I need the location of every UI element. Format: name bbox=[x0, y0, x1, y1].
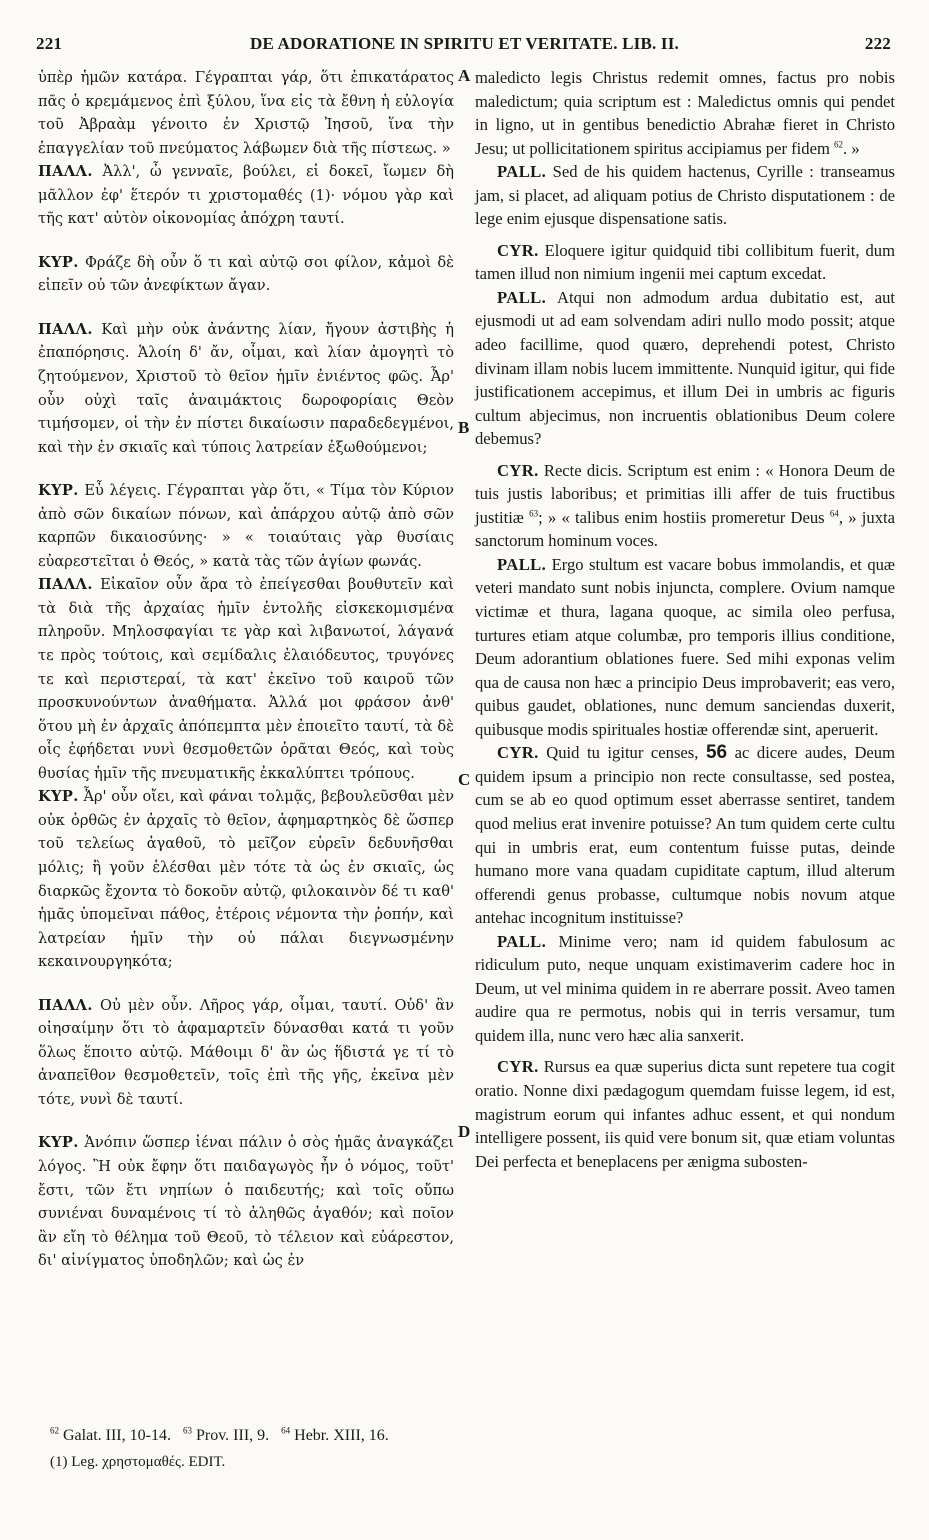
footnote-text: Hebr. XIII, 16. bbox=[294, 1427, 389, 1444]
column-number: 56 bbox=[705, 742, 728, 764]
page-number-left: 221 bbox=[36, 34, 63, 53]
speaker-label: CYR. bbox=[497, 1057, 539, 1077]
greek-paragraph-6: ΠΑΛΛ. Εἰκαῖον οὖν ἄρα τὸ ἐπείγεσθαι βουθυτεῖν καὶ τὰ διὰ τῆς ἀρχαίας ἡμῖν ἐντολῆς εἰσκεκομισμένα πληροῦν. Μηλοσφαγίαι τε γὰρ καὶ λιβανωτοί, λάγανά τε πρὸς τούτοις, καὶ σεμίδαλις ἐλαιόδευτος, τρυγόνες τε καὶ περιστεραί, τὰ κατ' ἐκεῖνο τοῦ καιροῦ τῶν προσκυνούντων ἀναθήματα. Ἀλλά μοι φράσον ἀνθ' ὅτου μὴ ἐν ἀρχαῖς ἀπόπεμπτα μὲν ἐποιεῖτο ταυτί, τὰ δὲ οἷς ἐφήδεται νυνὶ θεσμοθετῶν ὁρᾶται Θεός, καὶ τοὺς θυσίας ἡμῖν τῆς πνευματικῆς ἐκκαλύπτει τρόπους. bbox=[38, 576, 454, 782]
speaker-label: PALL. bbox=[497, 554, 547, 574]
footnote-text: Leg. χρηστομαθές. bbox=[71, 1454, 185, 1470]
speaker-label: PALL. bbox=[497, 162, 547, 182]
margin-marker-d: D bbox=[458, 1122, 471, 1141]
latin-paragraph-5: CYR. Recte dicis. Scriptum est enim : « Honora Deum de tuis justis laboribus; et primitias illi affer de tuis fructibus justitiæ $^{63}$; » « talibus enim hostiis promeretur Deus $^{64}$, » juxta sanctorum hominum voces. bbox=[475, 460, 895, 551]
latin-paragraph-8: PALL. Minime vero; nam id quidem fabulosum ac ridiculum puto, neque unquam existimaverim cadere hoc in Deum, ut vel minima quidem in re aberrare possit. Aveo tamen audire qua re permotus, nobis qui in terris versamur, tum quidem illa, nunc vero hæc alia sanxerit. bbox=[475, 931, 895, 1045]
speaker-label: ΚΥΡ. bbox=[38, 253, 79, 271]
latin-paragraph-2: PALL. Sed de his quidem hactenus, Cyrille : transeamus jam, si placet, ad aliquam potius de Christo disputationem : de lege enim ejusque dispensatione satis. bbox=[475, 162, 895, 229]
latin-paragraph-3: CYR. Eloquere igitur quidquid tibi collibitum fuerit, dum tamen illud non nimium ingenii mei captum excedat. bbox=[475, 240, 895, 284]
latin-paragraph-4: PALL. Atqui non admodum ardua dubitatio est, aut ejusmodi ut ad eam solvendam adiri nullo modo possit; atque adeo facillime, quod quæro, deprehendi potest, Christo divinam illam nobis lucem immittente. Nunquid igitur, qui fide justificationem accepimus, et illum Dei in umbris ac figuris cultum abjecimus, non incruentis oblationibus Deum colere debemus? bbox=[475, 287, 895, 449]
greek-paragraph-4: ΠΑΛΛ. Καὶ μὴν οὐκ ἀνάντης λίαν, ἤγουν ἀστιβὴς ἡ ἐπαπόρησις. Ἁλοίη δ' ἄν, οἶμαι, καὶ λίαν ἀμογητὶ τὸ ζητούμενον, Χριστοῦ τὸ θεῖον ἡμῖν ἐνιέντος φῶς. Ἆρ' οὖν οὐχὶ ταῖς ἀναιμάκτοις δωροφορίαις Θεὸν τιμήσομεν, οἱ τὴν ἐν πίστει δικαίωσιν παραδεδεγμένοι, καὶ τὴν ἐν σκιαῖς καὶ τύποις λατρείαν ἐξωθούμενοι; bbox=[38, 320, 454, 456]
speaker-label: CYR. bbox=[497, 240, 539, 260]
footnote-ref: 62 bbox=[834, 139, 844, 150]
greek-paragraph-1: ὑπὲρ ἡμῶν κατάρα. Γέγραπται γάρ, ὅτι ἐπικατάρατος πᾶς ὁ κρεμάμενος ἐπὶ ξύλου, ἵνα εἰς τὰ ἔθνη ἡ εὐλογία τοῦ Ἀβραὰμ γένοιτο ἐν Χριστῷ Ἰησοῦ, ἵνα τὴν ἐπαγγελίαν τοῦ πνεύματος λάβωμεν διὰ τῆς πίστεως. » bbox=[38, 69, 454, 157]
footnote-number: 63 bbox=[182, 1425, 192, 1436]
footnote-ref: 64 bbox=[829, 508, 839, 519]
footnote-editor: EDIT. bbox=[188, 1454, 226, 1470]
speaker-label: CYR. bbox=[497, 743, 539, 763]
speaker-label: ΠΑΛΛ. bbox=[38, 576, 93, 594]
speaker-label: ΚΥΡ. bbox=[38, 1134, 79, 1152]
margin-marker-c: C bbox=[458, 770, 471, 789]
footnote-line-2 bbox=[50, 1449, 610, 1475]
latin-paragraph-7: CYR. Quid tu igitur censes, 56 ac dicere audes, Deum quidem ipsum a principio non recte consultasse, sed postea, cum se ab eo quod optimum esset aberrasse sentiret, tandem quod melius erat invenire potuisse? An tum quidem certe cultu qui in umbris erat, eum contentum fuisse putas, deinde humano more vana quadam cupiditate captum, illud alterum offerendi genus probasse, cultumque nobis novum atque antehac incognitum instituisse? bbox=[475, 742, 895, 928]
footnote-ref: 63 bbox=[529, 508, 539, 519]
speaker-label: ΚΥΡ. bbox=[38, 482, 79, 500]
footnote-number: 64 bbox=[281, 1425, 291, 1436]
footnote-line-1 bbox=[50, 1423, 610, 1449]
greek-paragraph-7: ΚΥΡ. Ἆρ' οὖν οἴει, καὶ φάναι τολμᾷς, βεβουλεῦσθαι μὲν οὐκ ὀρθῶς ἐν ἀρχαῖς τὸ θεῖον, ἀφημαρτηκὸς δὲ ὥσπερ τοῦ τελείως ἀγαθοῦ, τὸ μεῖζον εὑρεῖν δεδυνῆσθαι μόλις; ἢ γοῦν ἑλέσθαι μὲν τότε τὰ ὡς ἐν σκιαῖς, ὡς διαρκῶς ἔχοντα τὸ δοκοῦν αὐτῷ, φιλοκαινὸν δέ τι καθ' ἡμᾶς ὑπομεῖναι πάθος, ἑτέροις νέμοντα τὴν ῥοπήν, καὶ λατρείαν ἡμῖν τὴν οὐ πάλαι διεγνωσμένην κεκαινουργηκότα; bbox=[38, 788, 454, 971]
speaker-label: ΚΥΡ. bbox=[38, 788, 79, 806]
speaker-label: ΠΑΛΛ. bbox=[38, 320, 93, 338]
greek-paragraph-5: ΚΥΡ. Εὖ λέγεις. Γέγραπται γὰρ ὅτι, « Τίμα τὸν Κύριον ἀπὸ σῶν δικαίων πόνων, καὶ ἀπάρχου αὐτῷ ἀπὸ σῶν καρπῶν δικαιοσύνης· » « τοιαύταις γὰρ θυσίαις εὐαρεστεῖται ὁ Θεός, » κατὰ τὰς τῶν ἁγίων φωνάς. bbox=[38, 482, 454, 570]
greek-paragraph-3: ΚΥΡ. Φράζε δὴ οὖν ὅ τι καὶ αὐτῷ σοι φίλον, κἀμοὶ δὲ εἰπεῖν οὐ τῶν ἀνεφίκτων ἄγαν. bbox=[38, 253, 455, 295]
greek-paragraph-8: ΠΑΛΛ. Οὐ μὲν οὖν. Λῆρος γάρ, οἶμαι, ταυτί. Οὐδ' ἂν οἰησαίμην ὅτι τὸ ἀφαμαρτεῖν δύνασθαι κατά τι γοῦν ὅλως ἕποιτο αὐτῷ. Μάθοιμι δ' ἂν ὡς ἥδιστά γε τί τὸ ἀναπεῖθον θεσμοθετεῖν, τοῖς ἐπὶ τῆς γῆς, ἐκεῖνα μὲν τότε, νυνὶ δὲ ταυτί. bbox=[38, 996, 454, 1108]
speaker-label: ΠΑΛΛ. bbox=[38, 163, 93, 181]
footnote-number: (1) bbox=[50, 1454, 68, 1470]
speaker-label: PALL. bbox=[497, 287, 547, 307]
running-header bbox=[0, 34, 929, 56]
footnote-text: Prov. III, 9. bbox=[195, 1427, 270, 1444]
footnote-number: 62 bbox=[50, 1425, 59, 1436]
greek-paragraph-2: ΠΑΛΛ. Ἀλλ', ὦ γενναῖε, βούλει, εἰ δοκεῖ, ἴωμεν δὴ μᾶλλον ἐφ' ἕτερόν τι χριστομαθές (1)· νόμου γὰρ καὶ τῆς κατ' αὐτὸν οἰκονομίας ἀπόχρη ταυτί. bbox=[38, 163, 454, 228]
speaker-label: CYR. bbox=[497, 460, 539, 480]
running-title: DE ADORATIONE IN SPIRITU ET VERITATE. LIB. II. bbox=[250, 34, 679, 53]
margin-marker-b: B bbox=[458, 418, 470, 437]
latin-column bbox=[475, 66, 895, 1173]
page-number-right: 222 bbox=[864, 34, 891, 53]
footnotes bbox=[50, 1423, 610, 1475]
latin-paragraph-9: CYR. Rursus ea quæ superius dicta sunt repetere tua cogit oratio. Nonne dixi pædagogum quemdam fuisse legem, id est, magistrum eorum qui infantes adhuc essent, et qui nondum intelligere possent, iis quid vere bonum sit, quæ etiam voluntas Dei perfecta et beneplacens per ænigma subosten- bbox=[475, 1057, 895, 1171]
speaker-label: ΠΑΛΛ. bbox=[38, 996, 93, 1014]
footnote-text: Galat. III, 10-14. bbox=[63, 1427, 171, 1444]
latin-paragraph-6: PALL. Ergo stultum est vacare bobus immolandis, et quæ veteri mandato sunt nobis injuncta, complere. Ovium namque victimæ et thura, lagana quoque, ac simila oleo perfusa, turtures etiam atque columbæ, pro temporis illius conditione, Deum adorantium oblationes fuere. Sed mihi exponas velim qua de causa non hæc a principio Deus improbaverit; eas vero, quibus gaudet, oblationes, nunc demum sanciendas duxerit, quibusque modis spirituales hostiæ offerendæ sint, aperuerit. bbox=[475, 554, 895, 739]
greek-column bbox=[38, 66, 454, 1273]
greek-paragraph-9: ΚΥΡ. Ἀνόπιν ὥσπερ ἰέναι πάλιν ὁ σὸς ἡμᾶς ἀναγκάζει λόγος. Ἢ οὐκ ἔφην ὅτι παιδαγωγὸς ἦν ὁ νόμος, τοῦτ' ἔστι, τῶν ἔτι νηπίων ὁ παιδευτής; καὶ τοῖς οὔπω συνιέναι δυναμένοις τί τὸ ἀληθῶς ἀγαθόν; καὶ ποῖον ἂν εἴη τὸ θέλημα τοῦ Θεοῦ, τὸ τέλειον καὶ εὐάρεστον, δι' αἰνίγματος ὑποδηλῶν; καὶ ὡς ἐν bbox=[38, 1134, 455, 1270]
margin-marker-a: A bbox=[458, 66, 471, 85]
speaker-label: PALL. bbox=[497, 931, 547, 951]
latin-paragraph-1: maledicto legis Christus redemit omnes, factus pro nobis maledictum; quia scriptum est : Maledictus omnis qui pendet in ligno, ut in gentibus benedictio Abrahæ fieret in Christo Jesu; ut pollicitationem spiritus accipiamus per fidem $^{62}$. » bbox=[475, 68, 895, 158]
